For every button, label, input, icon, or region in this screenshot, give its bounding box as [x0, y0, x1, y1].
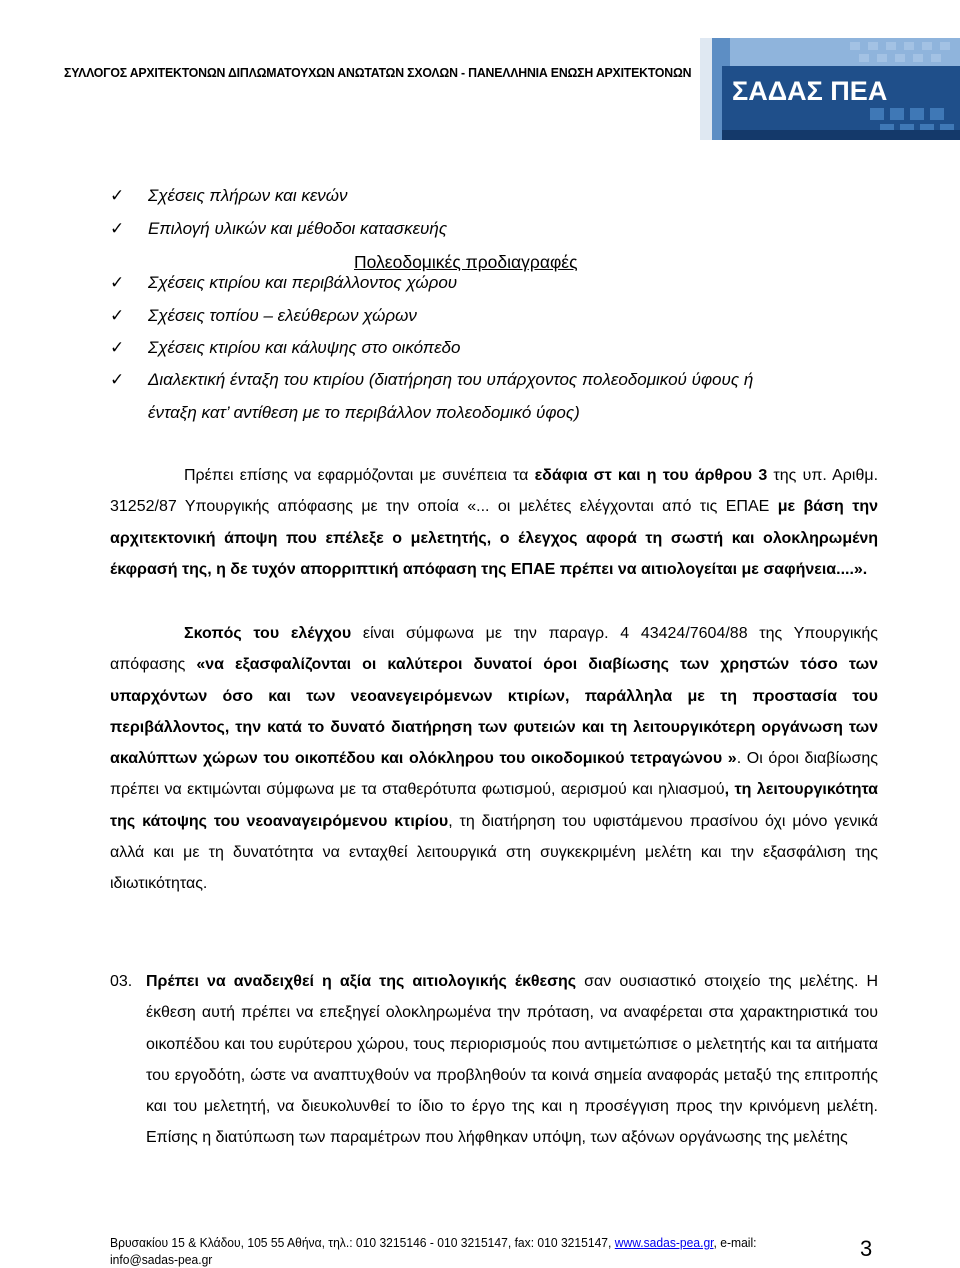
check-item-text: ένταξη κατ’ αντίθεση με το περιβάλλον πολεοδομικό ύφος): [148, 403, 580, 422]
organization-logo: [700, 38, 960, 140]
check-item-text: Διαλεκτική ένταξη του κτιρίου (διατήρηση του υπάρχοντος πολεοδομικού ύφους ή: [148, 370, 754, 389]
paragraph-specifications: [110, 460, 878, 585]
text: της υπ. Αριθμ. 31252/87 Υπουργικής απόφασης με την οποία «... οι μελέτες ελέγχονται από τις ΕΠΑΕ: [110, 467, 879, 516]
emphasis: «να εξασφαλίζονται οι καλύτεροι δυνατοί όροι διαβίωσης των χρηστών τόσο των υπαρχόντων όσο και των νεοανεγειρόμενων κτιρίων, παράλληλα με τη προστασία του περιβάλλοντος, την κατά το δυνατό διατήρηση των φυτειών και τη λειτουργικότερη οργάνωση των ακαλύπτων χώρων του οικοπέδου και ολόκληρου του οικοδομικού τετραγώνου »: [110, 656, 878, 768]
emphasis: με βάση την αρχιτεκτονική άποψη που επέλεξε ο μελετητής, ο έλεγχος αφορά τη σωστή και ολοκληρωμένη έκφρασή της, η δε τυχόν απορριπτική απόφαση της ΕΠΑΕ πρέπει να αιτιολογείται με σαφήνεια....».: [110, 498, 879, 578]
text: είναι σύμφωνα με την παραγρ. 4 43424/7604/88 της Υπουργικής απόφασης: [110, 625, 879, 674]
check-item-text: Σχέσεις κτιρίου και περιβάλλοντος χώρου: [148, 273, 458, 292]
item-number: 03.: [110, 973, 133, 990]
website-link[interactable]: www.sadas-pea.gr: [614, 1235, 714, 1250]
check-icon: ✓: [110, 306, 125, 325]
check-icon: ✓: [110, 219, 125, 238]
section-heading: Πολεοδομικές προδιαγραφές: [354, 252, 578, 272]
footer-contact: [110, 1234, 780, 1268]
check-icon: ✓: [110, 370, 125, 389]
check-icon: ✓: [110, 338, 125, 357]
check-item-text: Επιλογή υλικών και μέθοδοι κατασκευής: [148, 219, 448, 238]
emphasis: Πρέπει να αναδειχθεί η αξία της αιτιολογικής έκθεσης: [146, 973, 577, 990]
check-icon: ✓: [110, 186, 125, 205]
emphasis: εδάφια στ και η του άρθρου 3: [534, 467, 768, 484]
paragraph-control-purpose: [110, 618, 878, 900]
check-item-text: Σχέσεις τοπίου – ελεύθερων χώρων: [148, 306, 417, 325]
text: . Οι όροι διαβίωσης πρέπει να εκτιμώνται σύμφωνα με τα σταθερότυπα φωτισμού, αερισμού και ηλιασμού: [110, 750, 878, 799]
page-number: 3: [860, 1236, 873, 1261]
emphasis: , τη λειτουργικότητα της κάτοψης του νεοαναγειρόμενου κτιρίου: [110, 781, 879, 830]
text: Πρέπει επίσης να εφαρμόζονται με συνέπεια τα: [184, 467, 535, 484]
logo-text: ΣΑΔΑΣ ΠΕΑ: [732, 76, 888, 106]
footer-address: Βρυσακίου 15 & Κλάδου, 105 55 Αθήνα, τηλ.: 010 3215146 - 010 3215147, fax: 010 3215147,: [110, 1235, 615, 1250]
text: , τη διατήρηση του υφιστάμενου πρασίνου όχι μόνο γενικά αλλά και με τη δυνατότητα να ενταχθεί λειτουργικά στη συγκεκριμένη μελέτη και την εξασφάλιση της ιδιωτικότητας.: [110, 812, 878, 893]
check-item-text: Σχέσεις πλήρων και κενών: [148, 186, 348, 205]
footer-email: , e-mail: info@sadas-pea.gr: [110, 1235, 757, 1267]
emphasis: Σκοπός του ελέγχου: [184, 625, 352, 642]
header-title: ΣΥΛΛΟΓΟΣ ΑΡΧΙΤΕΚΤΟΝΩΝ ΔΙΠΛΩΜΑΤΟΥΧΩΝ ΑΝΩΤΑΤΩΝ ΣΧΟΛΩΝ - ΠΑΝΕΛΛΗΝΙΑ ΕΝΩΣΗ ΑΡΧΙΤΕΚΤΟΝΩΝ: [64, 66, 692, 80]
text: σαν ουσιαστικό στοιχείο της μελέτης. Η έκθεση αυτή πρέπει να επεξηγεί ολοκληρωμένα την πρόταση, να αναφέρεται στα χαρακτηριστικά του οικοπέδου και του ευρύτερου χώρου, τους περιορισμούς που αντιμετώπισε ο μελετητής και τα αιτήματα του εργοδότη, ώστε να αναπτυχθούν να προβληθούν τα κοινά σημεία αναφοράς μεταξύ της επιτροπής και του μελετητή, να διευκολυνθεί το ίδιο το έργο της και η προσέγγιση προς την κρινόμενη μελέτη. Επίσης η διατύπωση των παραμέτρων που λήφθηκαν υπόψη, των αξόνων οργάνωσης της μελέτης: [146, 973, 878, 1147]
check-item-text: Σχέσεις κτιρίου και κάλυψης στο οικόπεδο: [148, 338, 461, 357]
check-icon: ✓: [110, 273, 125, 292]
paragraph-justification-report: [146, 966, 878, 1154]
